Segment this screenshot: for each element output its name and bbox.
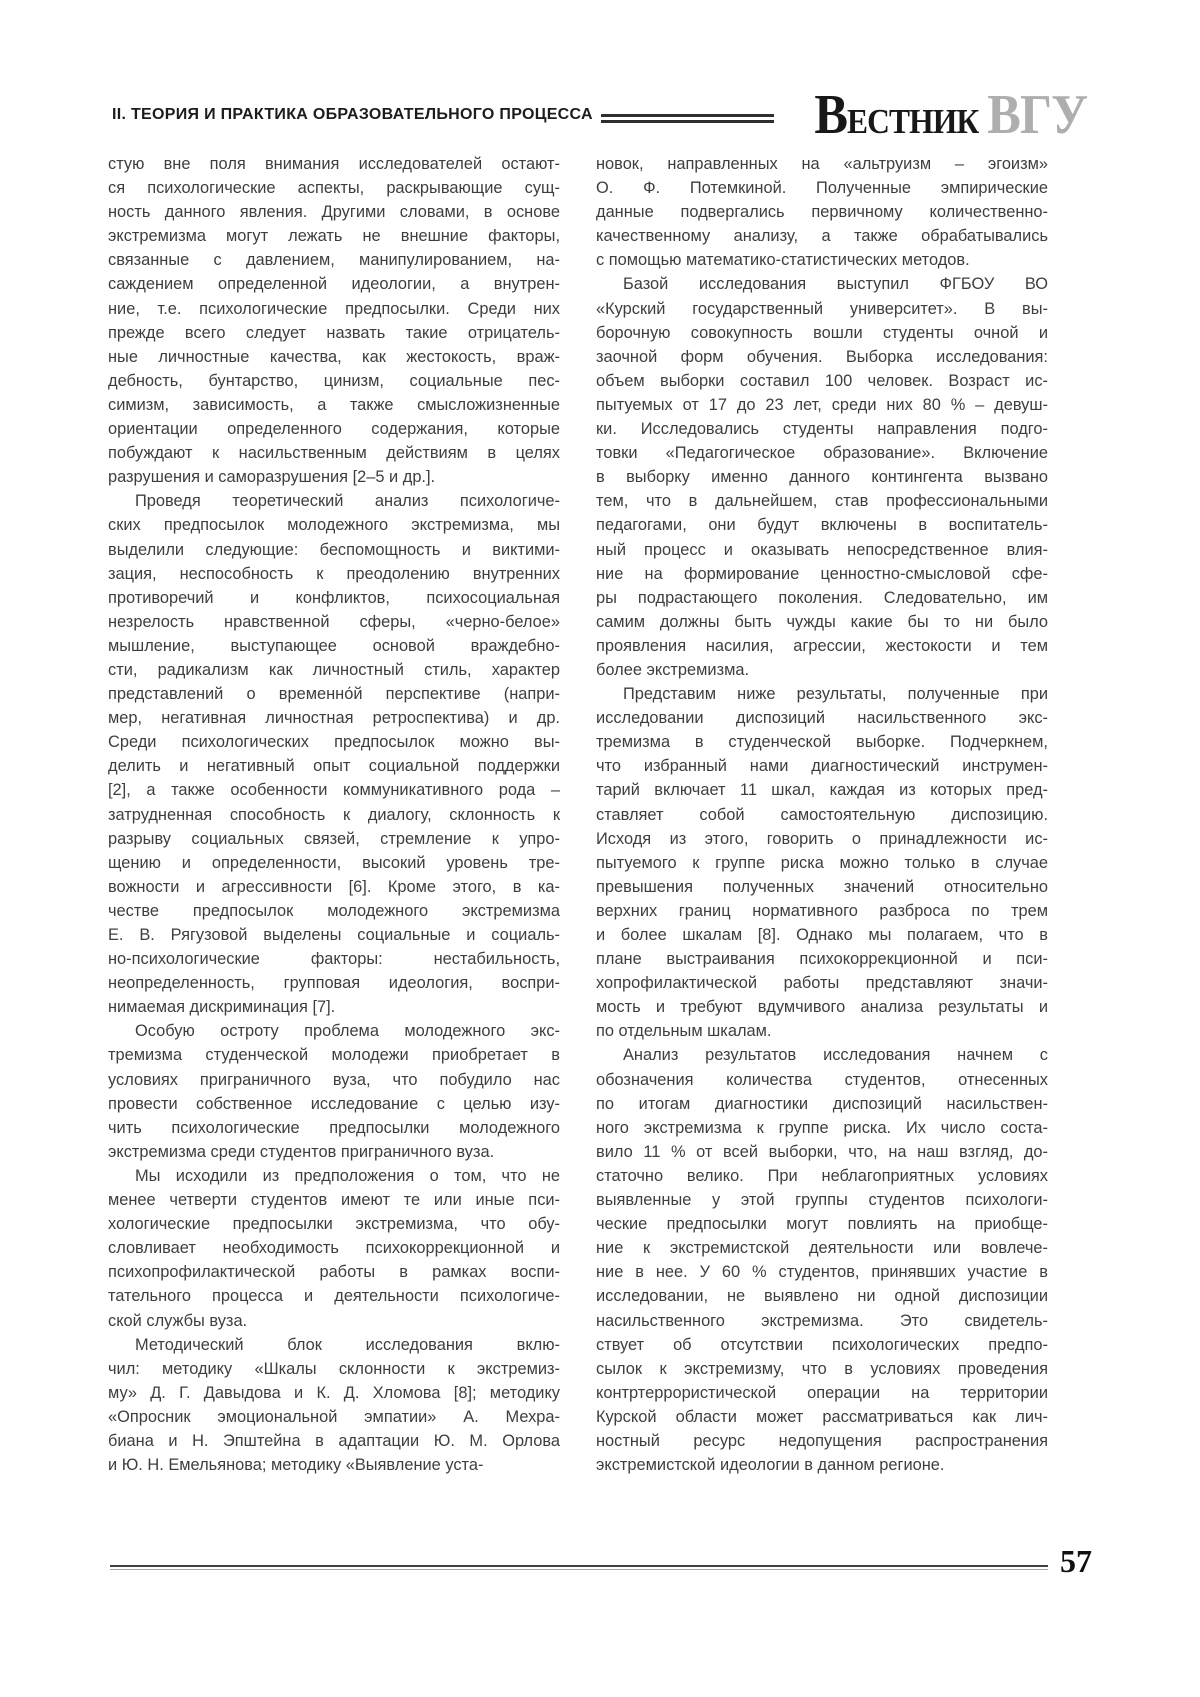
journal-logo — [814, 84, 1087, 146]
text-line: Базой исследования выступил ФГБОУ ВО — [623, 275, 1048, 294]
text-line: зация, неспособность к преодолению внутренних — [108, 564, 560, 583]
text-line: симизм, зависимость, а также смысложизненные — [108, 395, 560, 414]
text-line: хологические предпосылки экстремизма, что обу- — [108, 1215, 560, 1234]
text-line: менее четверти студентов имеют те или иные пси- — [108, 1191, 560, 1210]
text-line: Особую остроту проблема молодежного экс- — [135, 1022, 560, 1041]
text-line: пытуемого к группе риска можно только в случае — [596, 853, 1048, 872]
text-line: насильственного экстремизма. Это свидетель- — [596, 1311, 1048, 1330]
text-line: тем, что в дальнейшем, став профессиональными — [596, 492, 1048, 511]
text-line: Курской области может рассматриваться как лич- — [596, 1407, 1048, 1426]
text-line: ние к экстремистской деятельности или вовлече- — [596, 1239, 1048, 1258]
header-double-rule — [601, 114, 774, 123]
text-line: незрелость нравственной сферы, «черно-белое» — [108, 612, 560, 631]
text-line: ный процесс и оказывать непосредственное влия- — [596, 540, 1048, 559]
text-line: Мы исходили из предположения о том, что не — [135, 1166, 560, 1185]
text-line: плане выстраивания психокоррекционной и пси- — [596, 950, 1048, 969]
text-line: ного экстремизма к группе риска. Их число соста- — [596, 1118, 1048, 1137]
text-line: и Ю. Н. Емельянова; методику «Выявление уста- — [108, 1456, 484, 1475]
left-column — [108, 152, 560, 1477]
text-line: неопределенность, групповая идеология, воспри- — [108, 974, 560, 993]
text-line: словливает необходимость психокоррекционной и — [108, 1239, 560, 1258]
text-line: данные подвергались первичному количественно- — [596, 203, 1048, 222]
text-line: в выборку именно данного контингента вызвано — [596, 468, 1048, 487]
text-line: ориентации определенного содержания, которые — [108, 420, 560, 439]
text-line: биана и Н. Эпштейна в адаптации Ю. М. Орлова — [108, 1431, 560, 1450]
text-line: что избранный нами диагностический инструмен- — [596, 757, 1048, 776]
text-line: Исходя из этого, говорить о принадлежности ис- — [596, 829, 1048, 848]
text-line: превышения полученных значений относительно — [596, 877, 1048, 896]
text-line: ние в нее. У 60 % студентов, принявших участие в — [596, 1263, 1048, 1282]
text-line: связанные с давлением, манипулированием, на- — [108, 251, 560, 270]
text-line: ской службы вуза. — [108, 1311, 248, 1330]
text-line: ры подрастающего поколения. Следовательно, им — [596, 588, 1048, 607]
text-line: ся психологические аспекты, раскрывающие сущ- — [108, 179, 560, 198]
text-line: мер, негативная личностная ретроспектива) и др. — [108, 709, 560, 728]
text-line: выделили следующие: беспомощность и виктими- — [108, 540, 560, 559]
text-line: экстремизма среди студентов приграничного вуза. — [108, 1142, 495, 1161]
text-line: ки. Исследовались студенты направления подго- — [596, 420, 1048, 439]
text-line: статочно велико. При неблагоприятных условиях — [596, 1166, 1048, 1185]
text-line: Представим ниже результаты, полученные при — [623, 685, 1048, 704]
right-column — [596, 152, 1048, 1477]
text-line: чить психологические предпосылки молодежного — [108, 1118, 560, 1137]
text-line: заочной форм обучения. Выборка исследования: — [596, 347, 1048, 366]
text-line: выявленные у этой группы студентов психологи- — [596, 1191, 1048, 1210]
text-line: товки «Педагогическое образование». Включение — [596, 444, 1048, 463]
text-line: исследовании диспозиций насильственного экс- — [596, 709, 1048, 728]
text-line: экстремистской идеологии в данном регионе. — [596, 1456, 945, 1475]
text-line: О. Ф. Потемкиной. Полученные эмпирические — [596, 179, 1048, 198]
text-line: тремизма в студенческой выборке. Подчеркнем, — [596, 733, 1048, 752]
text-line: но-психологические факторы: нестабильность, — [108, 950, 560, 969]
text-line: щению и определенности, высокий уровень тре- — [108, 853, 560, 872]
text-line: ние на формирование ценностно-смысловой сфе- — [596, 564, 1048, 583]
text-line: ческие предпосылки могут повлиять на приобще- — [596, 1215, 1048, 1234]
text-line: вило 11 % от всей выборки, что, на наш взгляд, до- — [596, 1142, 1048, 1161]
text-line: условиях приграничного вуза, что побудило нас — [108, 1070, 560, 1089]
text-line: качественному анализу, а также обрабатывались — [596, 227, 1048, 246]
text-line: му» Д. Г. Давыдова и К. Д. Хломова [8]; методику — [108, 1383, 560, 1402]
text-line: по итогам диагностики диспозиций насильствен- — [596, 1094, 1048, 1113]
text-line: сти, радикализм как личностный стиль, характер — [108, 660, 560, 679]
text-line: разрушения и саморазрушения [2–5 и др.]. — [108, 468, 436, 487]
text-line: разрыву социальных связей, стремление к упро- — [108, 829, 560, 848]
text-line: побуждают к насильственным действиям в целях — [108, 444, 560, 463]
text-line: тарий включает 11 шкал, каждая из которых пред- — [596, 781, 1048, 800]
text-line: верхних границ нормативного разброса по трем — [596, 901, 1048, 920]
text-line: объем выборки составил 100 человек. Возраст ис- — [596, 371, 1048, 390]
text-line: психопрофилактической работы в рамках воспи- — [108, 1263, 560, 1282]
text-line: проявления насилия, агрессии, жестокости и тем — [596, 636, 1048, 655]
text-line: чил: методику «Шкалы склонности к экстремиз- — [108, 1359, 560, 1378]
page-header — [112, 84, 1087, 146]
text-line: Е. В. Рягузовой выделены социальные и социаль- — [108, 926, 560, 944]
text-line: с помощью математико-статистических методов. — [596, 251, 970, 270]
text-line: саждением определенной идеологии, а внутрен- — [108, 275, 560, 294]
text-line: вожности и агрессивности [6]. Кроме этого, в ка- — [108, 877, 560, 896]
text-line: новок, направленных на «альтруизм – эгоизм» — [596, 155, 1048, 173]
text-line: делить и негативный опыт социальной поддержки — [108, 757, 560, 776]
text-line: ностный ресурс недопущения распространения — [596, 1431, 1048, 1450]
text-line: контртеррористической операции на территории — [596, 1383, 1048, 1402]
text-line: сылок к экстремизму, что в условиях проведения — [596, 1359, 1048, 1378]
page-number: 57 — [1060, 1543, 1092, 1579]
text-line: «Курский государственный университет». В вы- — [596, 299, 1048, 318]
text-line: стую вне поля внимания исследователей остают- — [108, 155, 560, 173]
logo-vgu: ВГУ — [987, 84, 1087, 146]
text-line: и более шкалам [8]. Однако мы полагаем, что в — [596, 926, 1048, 944]
text-line: противоречий и конфликтов, психосоциальная — [108, 588, 560, 607]
text-line: ность данного явления. Другими словами, в основе — [108, 203, 560, 222]
text-line: Методический блок исследования вклю- — [135, 1335, 560, 1354]
text-line: ние, т.е. психологические предпосылки. Среди них — [108, 299, 560, 318]
text-line: прежде всего следует назвать такие отрицатель- — [108, 323, 560, 342]
text-line: мышление, выступающее основой враждебно- — [108, 636, 560, 655]
text-line: хопрофилактической работы представляют значи- — [596, 974, 1048, 993]
text-line: провести собственное исследование с целью изу- — [108, 1094, 560, 1113]
text-line: ских предпосылок молодежного экстремизма, мы — [108, 516, 560, 535]
text-line: борочную совокупность вошли студенты очной и — [596, 323, 1048, 342]
footer-rule — [110, 1565, 1048, 1570]
text-line: ствует об отсутствии психологических предпо- — [596, 1335, 1048, 1354]
text-line: Анализ результатов исследования начнем с — [623, 1046, 1048, 1065]
text-line: затрудненная способность к диалогу, склонность к — [108, 805, 560, 824]
text-line: «Опросник эмоциональной эмпатии» А. Мехра- — [108, 1407, 560, 1426]
text-line: обозначения количества студентов, отнесенных — [596, 1070, 1048, 1089]
text-line: тательного процесса и деятельности психологиче- — [108, 1287, 560, 1306]
text-line: Среди психологических предпосылок можно вы- — [108, 733, 560, 752]
text-line: Проведя теоретический анализ психологиче- — [135, 492, 560, 511]
section-title: II. ТЕОРИЯ И ПРАКТИКА ОБРАЗОВАТЕЛЬНОГО ПРОЦЕССА — [112, 106, 593, 123]
text-line: мость и требуют вдумчивого анализа результаты и — [596, 998, 1048, 1017]
text-line: педагогами, они будут включены в воспитатель- — [596, 516, 1048, 535]
text-line: представлений о временно́й перспективе (напри- — [108, 685, 560, 704]
text-line: нимаемая дискриминация [7]. — [108, 998, 336, 1017]
text-line: пытуемых от 17 до 23 лет, среди них 80 % – девуш- — [596, 395, 1048, 414]
text-line: самим должны быть чужды какие бы то ни было — [596, 612, 1048, 631]
text-line: [2], а также особенности коммуникативного рода – — [108, 781, 560, 800]
text-line: экстремизма могут лежать не внешние факторы, — [108, 227, 560, 246]
text-line: честве предпосылок молодежного экстремизма — [108, 901, 560, 920]
text-line: тремизма студенческой молодежи приобретает в — [108, 1046, 560, 1065]
text-line: более экстремизма. — [596, 660, 750, 679]
article-body — [108, 152, 1048, 1477]
logo-vestnik: ВЕСТНИК — [814, 84, 979, 146]
text-line: по отдельным шкалам. — [596, 1022, 772, 1041]
text-line: ставляет собой самостоятельную диспозицию. — [596, 805, 1048, 824]
text-line: ные личностные качества, как жестокость, враж- — [108, 347, 560, 366]
text-line: исследовании, не выявлено ни одной диспозиции — [596, 1287, 1048, 1306]
text-line: дебность, бунтарство, цинизм, социальные пес- — [108, 371, 560, 390]
